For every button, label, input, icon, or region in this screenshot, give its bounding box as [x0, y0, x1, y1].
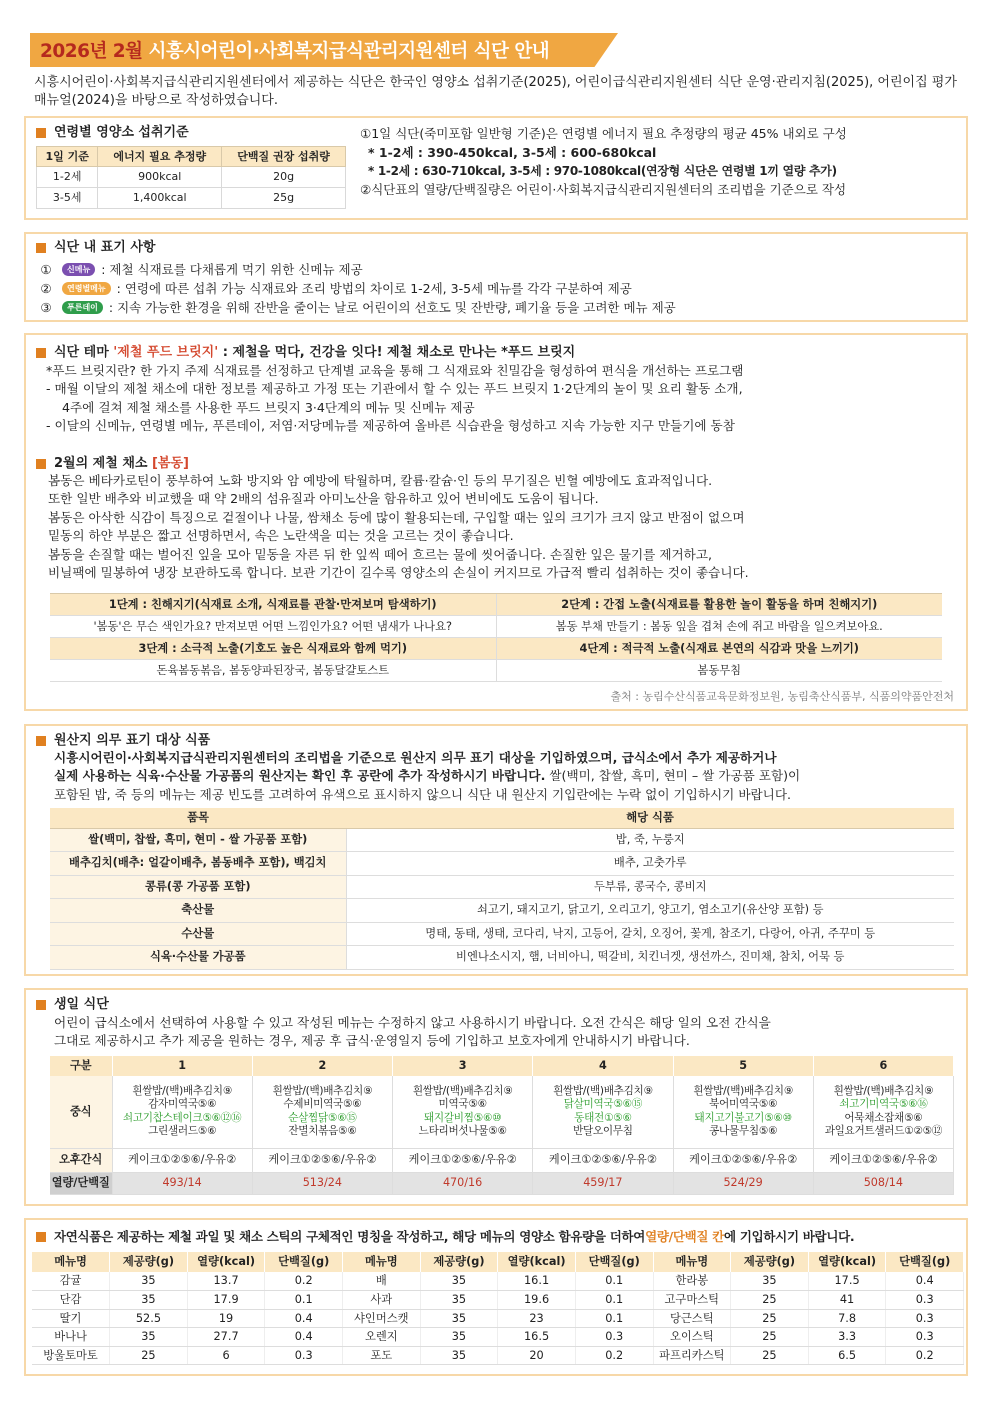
- origin-line: 쌀(백미, 찹쌀, 흑미, 현미 – 쌀 가공품 포함)이: [549, 768, 801, 784]
- table-row: [37, 167, 346, 188]
- fruit-cell: 25: [731, 1346, 809, 1365]
- fruits-title-suffix: 에 기입하시기 바랍니다.: [724, 1229, 855, 1244]
- veg-line: 봄동은 베타카로틴이 풍부하여 노화 방지와 암 예방에 탁월하며, 칼륨·칼슘·인 등의 무기질은 빈혈 예방에도 효과적입니다.: [48, 473, 713, 488]
- fruit-cell: 한라봉: [653, 1272, 731, 1291]
- birthday-title: 생일 식단: [54, 997, 109, 1012]
- snack-cell: 케이크①②⑤⑥/우유②: [393, 1148, 533, 1172]
- snack-cell: 케이크①②⑤⑥/우유②: [533, 1148, 673, 1172]
- kcal-row: [50, 1172, 954, 1194]
- theme-section: [24, 333, 968, 711]
- kcal-cell: 524/29: [673, 1172, 813, 1194]
- fruit-cell: 35: [731, 1272, 809, 1291]
- fruit-cell: 19.6: [498, 1291, 576, 1310]
- fruit-cell: 6.5: [808, 1346, 886, 1365]
- menu-item: 쇠고기미역국⑤⑥⑯: [839, 1098, 928, 1111]
- origin-title: 원산지 의무 표기 대상 식품: [54, 733, 211, 748]
- table-row: [50, 594, 942, 616]
- fruit-cell: 25: [731, 1328, 809, 1347]
- menu-item: 과일요거트샐러드①②⑤⑫: [824, 1125, 943, 1138]
- fruit-header: 제공량(g): [420, 1252, 498, 1272]
- lunch-row: [50, 1076, 954, 1148]
- table-row: [50, 922, 954, 946]
- green-day-badge: 푸른데이: [62, 301, 103, 314]
- veg-title: 2월의 제철 채소: [54, 456, 148, 471]
- origin-line: 포함된 밥, 죽 등의 메뉴는 제공 빈도를 고려하여 유색으로 표시하지 않으니 식단 내 원산지 기입란에는 누락 없이 기입하시기 바랍니다.: [54, 786, 792, 802]
- fruit-cell: 17.5: [808, 1272, 886, 1291]
- fruit-cell: 0.2: [575, 1346, 653, 1365]
- birthday-line: 그대로 제공하시고 추가 제공을 원하는 경우, 제공 후 급식·운영일지 등에 기입하고 보호자에게 안내하시기 바랍니다.: [54, 1033, 690, 1049]
- note-line: * 1-2세 : 630-710kcal, 3-5세 : 970-1080kcal(연장형 식단은 연령별 1끼 열량 추가): [368, 164, 837, 178]
- fruit-cell: 0.2: [886, 1346, 964, 1365]
- fruit-cell: 0.1: [575, 1272, 653, 1291]
- veg-name: [봄동]: [151, 456, 189, 471]
- note-line: * 1-2세 : 390-450kcal, 3-5세 : 600-680kcal: [368, 145, 657, 160]
- kcal-cell: 459/17: [533, 1172, 673, 1194]
- fruit-cell: 방울토마토: [32, 1346, 110, 1365]
- section-square-icon: [36, 243, 46, 253]
- fruit-cell: 사과: [343, 1291, 421, 1310]
- legend-text: : 연령에 따른 섭취 가능 식재료와 조리 방법의 차이로 1-2세, 3-5세 메뉴를 각각 구분하여 제공: [116, 280, 632, 296]
- table-row: [50, 660, 942, 682]
- table-row: [50, 616, 942, 638]
- fruit-header: 단백질(g): [265, 1252, 343, 1272]
- nutrition-title: 연령별 영양소 섭취기준: [54, 125, 189, 140]
- nutrition-notes: [360, 124, 960, 199]
- fruit-cell: 오이스틱: [653, 1328, 731, 1347]
- fruit-cell: 0.3: [886, 1309, 964, 1328]
- fruit-cell: 포도: [343, 1346, 421, 1365]
- fruit-cell: 0.1: [265, 1291, 343, 1310]
- fruit-header: 제공량(g): [731, 1252, 809, 1272]
- legend-text: : 제철 식재료를 다채롭게 먹기 위한 신메뉴 제공: [101, 261, 363, 277]
- table-cell: 25g: [222, 188, 346, 209]
- fruit-cell: 감귤: [32, 1272, 110, 1291]
- veg-line: 봄동은 아삭한 식감이 특징으로 겉절이나 나물, 쌈채소 등에 많이 활용되는데, 구입할 때는 잎의 크기가 크지 않고 반점이 없으며: [48, 509, 745, 525]
- theme-slogan: : 제철을 먹다, 건강을 잇다! 제철 채소로 만나는 *푸드 브릿지: [222, 345, 576, 360]
- table-cell: 20g: [222, 167, 346, 188]
- stage-3-head: 3단계 : 소극적 노출(기호도 높은 식재료와 함께 먹기): [50, 638, 496, 660]
- fruit-header: 열량(kcal): [498, 1252, 576, 1272]
- theme-line: - 매월 이달의 제철 채소에 대한 정보를 제공하고 가정 또는 기관에서 할 수 있는 푸드 브릿지 1·2단계의 놀이 및 요리 활동 소개,: [46, 381, 743, 397]
- section-square-icon: [36, 128, 46, 138]
- nutrition-header: 1일 기준: [37, 147, 98, 167]
- fruit-cell: 샤인머스캣: [343, 1309, 421, 1328]
- menu-item: 어묵채소잡채⑤⑥: [844, 1111, 923, 1124]
- fruit-cell: 단감: [32, 1291, 110, 1310]
- fruit-cell: 35: [420, 1272, 498, 1291]
- menu-item: 감자미역국⑤⑥: [148, 1098, 217, 1111]
- fruit-cell: 오렌지: [343, 1328, 421, 1347]
- fruit-cell: 35: [420, 1346, 498, 1365]
- fruit-header: 열량(kcal): [808, 1252, 886, 1272]
- fruit-cell: 0.3: [265, 1346, 343, 1365]
- legend-item: [34, 260, 676, 279]
- theme-line: *푸드 브릿지란? 한 가지 주제 식재료를 선정하고 단계별 교육을 통해 그 식재료와 친밀감을 형성하여 편식을 개선하는 프로그램: [46, 363, 744, 378]
- origin-body: [54, 749, 800, 804]
- intro-text: 시흥시어린이·사회복지급식관리지원센터에서 제공하는 식단은 한국인 영양소 섭취기준(2025), 어린이급식관리지원센터 식단 운영·관리지침(2025), 어린이집 평가 매뉴얼(2024)을 바탕으로 작성하였습니다.: [34, 75, 957, 109]
- fruit-header: 열량(kcal): [187, 1252, 265, 1272]
- fruit-cell: 16.5: [498, 1328, 576, 1347]
- menu-item: 돼지고기불고기⑤⑥⑩: [694, 1111, 792, 1124]
- theme-label: 식단 테마: [54, 345, 109, 360]
- fruit-cell: 25: [731, 1291, 809, 1310]
- legend-item: [34, 298, 676, 317]
- section-square-icon: [36, 1000, 46, 1010]
- theme-name: '제철 푸드 브릿지': [113, 345, 219, 360]
- note-line: ②식단표의 열량/단백질량은 어린이·사회복지급식관리지원센터의 조리법을 기준으로 작성: [360, 182, 847, 198]
- section-square-icon: [36, 348, 46, 358]
- fruit-cell: 0.1: [575, 1309, 653, 1328]
- table-row: [50, 875, 954, 899]
- stage-1-head: 1단계 : 친해지기(식재료 소개, 식재료를 관찰·만져보며 탐색하기): [50, 594, 496, 616]
- fruits-title: 자연식품은 제공하는 제철 과일 및 채소 스틱의 구체적인 명칭을 작성하고, 해당 메뉴의 영양소 함유량을 더하여: [54, 1229, 646, 1244]
- fruit-cell: 0.3: [886, 1291, 964, 1310]
- fruit-cell: 23: [498, 1309, 576, 1328]
- origin-line: 시흥시어린이·사회복지급식관리지원센터의 조리법을 기준으로 원산지 의무 표기 대상을 기입하였으며, 급식소에서 추가 제공하거나: [54, 750, 777, 765]
- section-square-icon: [36, 736, 46, 746]
- snack-cell: 케이크①②⑤⑥/우유②: [813, 1148, 953, 1172]
- fruit-cell: 0.4: [886, 1272, 964, 1291]
- fruit-cell: 35: [420, 1291, 498, 1310]
- menu-header: 4: [533, 1056, 673, 1076]
- veg-body: [48, 472, 749, 582]
- table-cell: 1,400kcal: [98, 188, 222, 209]
- fruits-heading: [36, 1228, 854, 1245]
- row-label: 열량/단백질: [50, 1172, 112, 1194]
- menu-header: 5: [673, 1056, 813, 1076]
- origin-foods: 밥, 죽, 누룽지: [346, 828, 954, 852]
- origin-header: 해당 식품: [346, 808, 954, 828]
- origin-foods: 비엔나소시지, 햄, 너비아니, 떡갈비, 치킨너겟, 생선까스, 진미채, 참치, 어묵 등: [346, 946, 954, 970]
- nutrition-header: 에너지 필요 추정량: [98, 147, 222, 167]
- fruit-cell: 19: [187, 1309, 265, 1328]
- table-row: [50, 638, 942, 660]
- menu-item: 그린샐러드⑤⑥: [148, 1125, 217, 1138]
- nutrition-header: 단백질 권장 섭취량: [222, 147, 346, 167]
- origin-heading: [36, 732, 210, 750]
- veg-line: 봄동을 손질할 때는 벌어진 잎을 모아 밑동을 자른 뒤 한 잎씩 떼어 흐르는 물에 씻어줍니다. 손질한 잎은 물기를 제거하고,: [48, 546, 713, 562]
- origin-table: [50, 808, 954, 970]
- source-note: 출처 : 농림수산식품교육문화정보원, 농림축산식품부, 식품의약품안전처: [610, 690, 954, 703]
- origin-line: 실제 사용하는 식육·수산물 가공품의 원산지는 확인 후 공란에 추가 작성하시기 바랍니다.: [54, 768, 546, 784]
- kcal-cell: 493/14: [112, 1172, 252, 1194]
- birthday-menu-table: [50, 1056, 954, 1195]
- legend-num: ①: [40, 261, 52, 277]
- title-month: 2026년 2월: [40, 41, 143, 62]
- table-row: [50, 852, 954, 876]
- menu-item: 흰쌀밥/(백)배추김치⑨: [833, 1084, 934, 1097]
- fruit-header: 메뉴명: [32, 1252, 110, 1272]
- table-row: [32, 1328, 964, 1347]
- fruit-cell: 0.4: [265, 1309, 343, 1328]
- stage-2-body: 봄동 부채 만들기 : 봄동 잎을 겹쳐 손에 쥐고 바람을 일으켜보아요.: [496, 616, 942, 638]
- lunch-cell: [252, 1076, 392, 1148]
- theme-line: - 이달의 신메뉴, 연령별 메뉴, 푸른데이, 저염·저당메뉴를 제공하여 올바른 식습관을 형성하고 지속 가능한 지구 만들기에 동참: [46, 418, 735, 434]
- kcal-cell: 508/14: [813, 1172, 953, 1194]
- veg-line: 또한 일반 배추와 비교했을 때 약 2배의 섬유질과 아미노산을 함유하고 있어 변비에도 도움이 됩니다.: [48, 491, 599, 507]
- origin-item: 콩류(콩 가공품 포함): [50, 875, 346, 899]
- fruits-title-highlight: 열량/단백질 칸: [645, 1229, 725, 1244]
- legend-list: [34, 260, 676, 317]
- fruit-cell: 35: [420, 1309, 498, 1328]
- fruit-cell: 35: [110, 1272, 188, 1291]
- fruit-cell: 35: [110, 1291, 188, 1310]
- stage-4-head: 4단계 : 적극적 노출(식재료 본연의 식감과 맛을 느끼기): [496, 638, 942, 660]
- menu-item: 쇠고기찹스테이크⑤⑥⑫⑯: [122, 1111, 242, 1124]
- table-row: [50, 828, 954, 852]
- fruit-cell: 25: [110, 1346, 188, 1365]
- nutrition-heading: [36, 124, 189, 142]
- row-label: 오후간식: [50, 1148, 112, 1172]
- menu-item: 잔멸치볶음⑤⑥: [288, 1125, 357, 1138]
- fruit-cell: 6: [187, 1346, 265, 1365]
- stage-2-head: 2단계 : 간접 노출(식재료를 활용한 놀이 활동을 하며 친해지기): [496, 594, 942, 616]
- legend-section: [24, 232, 968, 322]
- fruit-cell: 7.8: [808, 1309, 886, 1328]
- menu-item: 미역국⑤⑥: [438, 1098, 487, 1111]
- kcal-cell: 513/24: [252, 1172, 392, 1194]
- menu-item: 흰쌀밥/(백)배추김치⑨: [132, 1084, 232, 1097]
- snack-row: [50, 1148, 954, 1172]
- veg-heading: [36, 455, 189, 473]
- title-main: 시흥시어린이·사회복지급식관리지원센터 식단 안내: [148, 41, 550, 62]
- fruit-header: 단백질(g): [575, 1252, 653, 1272]
- legend-item: [34, 279, 676, 298]
- snack-cell: 케이크①②⑤⑥/우유②: [252, 1148, 392, 1172]
- fruit-cell: 35: [110, 1328, 188, 1347]
- menu-item: 흰쌀밥/(백)배추김치⑨: [693, 1084, 793, 1097]
- menu-item: 돼지갈비찜⑤⑥⑩: [423, 1111, 502, 1124]
- menu-header: 구분: [50, 1056, 112, 1076]
- fruit-cell: 배: [343, 1272, 421, 1291]
- fruit-header: 메뉴명: [343, 1252, 421, 1272]
- stage-3-body: 돈육봄동볶음, 봄동양파된장국, 봄동달걀토스트: [50, 660, 496, 682]
- table-row: [50, 899, 954, 923]
- fruit-cell: 바나나: [32, 1328, 110, 1347]
- menu-item: 닭살미역국⑤⑥⑮: [563, 1098, 643, 1111]
- fruit-cell: 17.9: [187, 1291, 265, 1310]
- table-row: [37, 188, 346, 209]
- legend-title: 식단 내 표기 사항: [54, 240, 156, 255]
- origin-foods: 두부류, 콩국수, 콩비지: [346, 875, 954, 899]
- birthday-section: [24, 988, 968, 1206]
- lunch-cell: [813, 1076, 953, 1148]
- legend-text: : 지속 가능한 환경을 위해 잔반을 줄이는 날로 어린이의 선호도 및 잔반량, 폐기율 등을 고려한 메뉴 제공: [108, 299, 676, 315]
- new-menu-badge: 신메뉴: [62, 263, 95, 276]
- age-menu-badge: 연령별메뉴: [62, 282, 111, 295]
- birthday-line: 어린이 급식소에서 선택하여 사용할 수 있고 작성된 메뉴는 수정하지 않고 사용하시기 바랍니다. 오전 간식은 해당 일의 오전 간식을: [54, 1015, 771, 1030]
- table-cell: 900kcal: [98, 167, 222, 188]
- lunch-cell: [673, 1076, 813, 1148]
- origin-item: 쌀(백미, 찹쌀, 흑미, 현미 - 쌀 가공품 포함): [50, 828, 346, 852]
- fruit-cell: 16.1: [498, 1272, 576, 1291]
- fruit-header: 메뉴명: [653, 1252, 731, 1272]
- food-bridge-table: [50, 593, 942, 682]
- birthday-heading: [36, 996, 109, 1014]
- fruit-cell: 25: [731, 1309, 809, 1328]
- fruit-table: [32, 1252, 964, 1365]
- fruit-table-body: [32, 1272, 964, 1365]
- fruit-cell: 35: [420, 1328, 498, 1347]
- fruit-cell: 0.2: [265, 1272, 343, 1291]
- table-cell: 1-2세: [37, 167, 98, 188]
- table-cell: 3-5세: [37, 188, 98, 209]
- fruit-cell: 0.3: [575, 1328, 653, 1347]
- veg-line: 밑동의 하얀 부분은 짧고 선명하면서, 속은 노란색을 띠는 것을 고르는 것이 좋습니다.: [48, 528, 514, 544]
- page-title: [40, 39, 549, 65]
- fruit-cell: 고구마스틱: [653, 1291, 731, 1310]
- table-row: [32, 1309, 964, 1328]
- menu-item: 반달오이무침: [573, 1125, 633, 1138]
- kcal-cell: 470/16: [393, 1172, 533, 1194]
- fruit-header: 제공량(g): [110, 1252, 188, 1272]
- legend-num: ②: [40, 280, 52, 296]
- legend-num: ③: [40, 299, 52, 315]
- fruit-cell: 3.3: [808, 1328, 886, 1347]
- theme-line: 4주에 걸쳐 제철 채소를 사용한 푸드 브릿지 3·4단계의 메뉴 및 신메뉴 제공: [62, 399, 475, 415]
- origin-section: [24, 724, 968, 976]
- menu-item: 순살찜닭⑤⑥⑮: [288, 1111, 357, 1124]
- fruit-cell: 52.5: [110, 1309, 188, 1328]
- origin-item: 식육·수산물 가공품: [50, 946, 346, 970]
- section-square-icon: [36, 459, 46, 469]
- lunch-cell: [533, 1076, 673, 1148]
- fruit-cell: 딸기: [32, 1309, 110, 1328]
- table-row: [32, 1272, 964, 1291]
- menu-header: 6: [813, 1056, 953, 1076]
- snack-cell: 케이크①②⑤⑥/우유②: [112, 1148, 252, 1172]
- origin-foods: 쇠고기, 돼지고기, 닭고기, 오리고기, 양고기, 염소고기(유산양 포함) 등: [346, 899, 954, 923]
- section-square-icon: [36, 1232, 46, 1242]
- menu-header: 3: [393, 1056, 533, 1076]
- menu-item: 흰쌀밥/(백)배추김치⑨: [412, 1084, 513, 1097]
- menu-header: 2: [252, 1056, 392, 1076]
- nutrition-table: [36, 146, 346, 209]
- fruits-section: [24, 1218, 968, 1376]
- menu-item: 흰쌀밥/(백)배추김치⑨: [272, 1084, 373, 1097]
- table-row: [32, 1291, 964, 1310]
- fruit-cell: 파프리카스틱: [653, 1346, 731, 1365]
- table-row: [32, 1346, 964, 1365]
- fruit-cell: 0.4: [265, 1328, 343, 1347]
- origin-foods: 명태, 동태, 생태, 코다리, 낙지, 고등어, 갈치, 오징어, 꽃게, 참조기, 다랑어, 아귀, 주꾸미 등: [346, 922, 954, 946]
- note-line: ①1일 식단(죽미포함 일반형 기준)은 연령별 에너지 필요 추정량의 평균 45% 내외로 구성: [360, 126, 847, 141]
- origin-item: 축산물: [50, 899, 346, 923]
- menu-item: 콩나물무침⑤⑥: [709, 1125, 778, 1138]
- theme-body: [46, 362, 743, 436]
- theme-heading: [36, 344, 575, 362]
- fruit-cell: 20: [498, 1346, 576, 1365]
- lunch-cell: [112, 1076, 252, 1148]
- legend-heading: [36, 239, 155, 257]
- fruit-cell: 41: [808, 1291, 886, 1310]
- origin-item: 수산물: [50, 922, 346, 946]
- menu-header: 1: [112, 1056, 252, 1076]
- veg-line: 비닐팩에 밀봉하여 냉장 보관하도록 합니다. 보관 기간이 길수록 영양소의 손실이 커지므로 가급적 빨리 섭취하는 것이 좋습니다.: [48, 564, 749, 580]
- fruit-cell: 당근스틱: [653, 1309, 731, 1328]
- origin-header: 품목: [50, 808, 346, 828]
- table-row: [50, 946, 954, 970]
- stage-1-body: '봄동'은 무슨 색인가요? 만져보면 어떤 느낌인가요? 어떤 냄새가 나나요?: [50, 616, 496, 638]
- stage-4-body: 봄동무침: [496, 660, 942, 682]
- fruit-header: 단백질(g): [886, 1252, 964, 1272]
- lunch-cell: [393, 1076, 533, 1148]
- menu-item: 동태전①⑤⑥: [574, 1111, 632, 1124]
- fruit-cell: 0.1: [575, 1291, 653, 1310]
- snack-cell: 케이크①②⑤⑥/우유②: [673, 1148, 813, 1172]
- menu-item: 수제비미역국⑤⑥: [283, 1098, 362, 1111]
- menu-item: 흰쌀밥/(백)배추김치⑨: [553, 1084, 653, 1097]
- nutrition-section: [24, 116, 968, 220]
- fruit-cell: 0.3: [886, 1328, 964, 1347]
- menu-item: 북어미역국⑤⑥: [709, 1098, 778, 1111]
- origin-item: 배추김치(배추: 얼갈이배추, 봄동배추 포함), 백김치: [50, 852, 346, 876]
- row-label: 중식: [50, 1076, 112, 1148]
- fruit-cell: 13.7: [187, 1272, 265, 1291]
- birthday-body: [54, 1014, 771, 1051]
- fruit-cell: 27.7: [187, 1328, 265, 1347]
- origin-foods: 배추, 고춧가루: [346, 852, 954, 876]
- menu-item: 느타리버섯나물⑤⑥: [418, 1125, 507, 1138]
